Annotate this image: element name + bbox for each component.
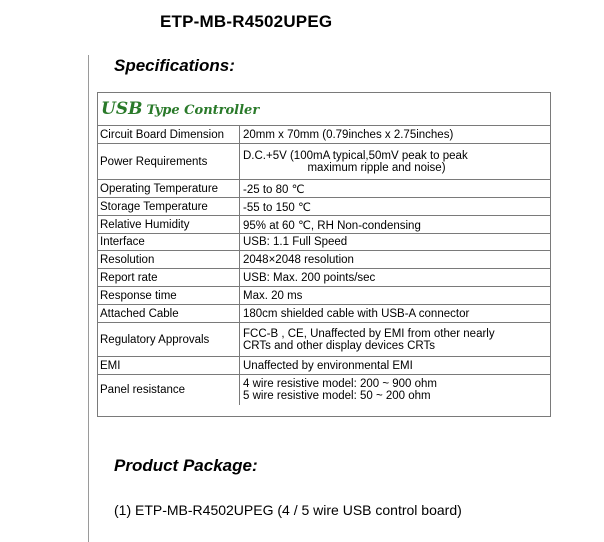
table-row [98, 180, 550, 198]
spec-value [240, 216, 550, 233]
table-row [98, 251, 550, 269]
table-row [98, 305, 550, 323]
spec-value-line: Unaffected by environmental EMI [243, 359, 413, 372]
table-row [98, 126, 550, 144]
spec-key: Storage Temperature [98, 198, 240, 215]
spec-key: Report rate [98, 269, 240, 286]
spec-value-line: 5 wire resistive model: 50 ~ 200 ohm [243, 390, 431, 402]
spec-value [240, 323, 550, 356]
package-item: (1) ETP-MB-R4502UPEG (4 / 5 wire USB control board) [114, 502, 462, 518]
spec-value [240, 357, 550, 374]
usb-label: USB [101, 99, 143, 119]
spec-value [240, 305, 550, 322]
page-title: ETP-MB-R4502UPEG [160, 12, 333, 31]
spec-value [240, 144, 550, 179]
table-row [98, 287, 550, 305]
spec-value-line: 20mm x 70mm (0.79inches x 2.75inches) [243, 128, 454, 141]
spec-value-line: FCC-B , CE, Unaffected by EMI from other nearly [243, 327, 495, 340]
spec-value-line: -25 to 80 ℃ [243, 183, 305, 196]
specifications-table [97, 92, 551, 417]
spec-value [240, 375, 550, 405]
spec-key: Relative Humidity [98, 216, 240, 233]
spec-value-line: -55 to 150 ℃ [243, 201, 311, 214]
spec-value [240, 180, 550, 197]
spec-value [240, 269, 550, 286]
spec-value-line: USB: 1.1 Full Speed [243, 236, 348, 248]
controller-type-label [101, 99, 259, 119]
spec-key: Power Requirements [98, 144, 240, 179]
table-row [98, 144, 550, 180]
spec-key: Circuit Board Dimension [98, 126, 240, 143]
spec-value [240, 251, 550, 268]
spec-value-line: maximum ripple and noise) [307, 161, 446, 174]
table-row [98, 198, 550, 216]
table-row [98, 234, 550, 251]
spec-value-line: 180cm shielded cable with USB-A connector [243, 307, 470, 320]
spec-value [240, 198, 550, 215]
spec-value [240, 234, 550, 250]
package-heading: Product Package: [114, 456, 258, 475]
spec-value-line: Max. 20 ms [243, 289, 303, 302]
spec-key: Regulatory Approvals [98, 323, 240, 356]
margin-divider [88, 55, 89, 542]
spec-value-line: D.C.+5V (100mA typical,50mV peak to peak [243, 149, 468, 162]
spec-value-line: 4 wire resistive model: 200 ~ 900 ohm [243, 378, 438, 390]
spec-key: EMI [98, 357, 240, 374]
table-header [98, 93, 550, 126]
table-row [98, 357, 550, 375]
specifications-heading: Specifications: [114, 56, 235, 75]
spec-value-line: 2048×2048 resolution [243, 253, 354, 266]
spec-key: Response time [98, 287, 240, 304]
spec-value [240, 126, 550, 143]
spec-key: Attached Cable [98, 305, 240, 322]
table-row [98, 269, 550, 287]
spec-key: Operating Temperature [98, 180, 240, 197]
table-row [98, 216, 550, 234]
spec-key: Panel resistance [98, 375, 240, 405]
spec-value-line: USB: Max. 200 points/sec [243, 271, 376, 284]
spec-value-line: 95% at 60 ℃, RH Non-condensing [243, 219, 421, 232]
spec-key: Interface [98, 234, 240, 250]
spec-key: Resolution [98, 251, 240, 268]
table-row [98, 375, 550, 405]
spec-rows [98, 126, 550, 405]
spec-value-line: CRTs and other display devices CRTs [243, 339, 435, 352]
spec-value [240, 287, 550, 304]
type-controller-label: Type Controller [146, 103, 260, 118]
table-row [98, 323, 550, 357]
